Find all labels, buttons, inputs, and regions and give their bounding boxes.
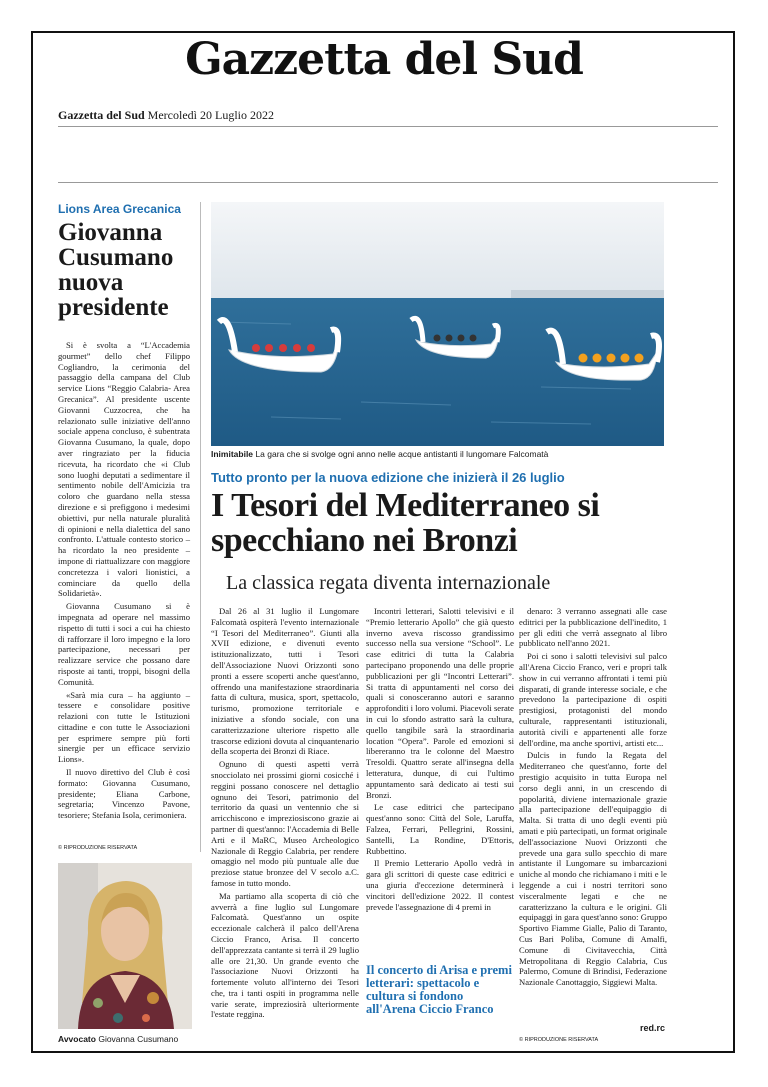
masthead: Gazzetta del Sud — [185, 34, 583, 85]
paragraph: Il nuovo direttivo del Club è così formato: Giovanna Cusumano, presidente; Eliana Carbone, segretaria; Vincenzo Pavone, tesoriere; Stefania Isola, cerimoniera. — [58, 767, 190, 821]
dateline — [58, 108, 274, 123]
caption-text: La gara che si svolge ogni anno nelle acque antistanti il lungomare Falcomatà — [255, 449, 549, 459]
paragraph: Poi ci sono i salotti televisivi sul palco all'Arena Ciccio Franco, veri e propri talk show in cui verranno affrontati i temi più disparati, di grande interesse sociale, e che prevedono la partecipazione di ospiti prestigiosi, protagonisti del mondo culturale, rappresentanti istituzionali, autorità civili e appartenenti alle forze dell'ordine, ma anche sportivi, artisti etc... — [519, 651, 667, 748]
regatta-photo — [211, 202, 664, 446]
portrait-illustration — [58, 863, 192, 1029]
paragraph: «Sarà mia cura – ha aggiunto – tessere e consolidare positive relazioni con tutte le Istituzioni cittadine e con tutte le Associazioni per esprimere sempre più forti sinergie per un efficace servizio Lions». — [58, 689, 190, 765]
paragraph: Le case editrici che partecipano quest'anno sono: Città del Sole, Laruffa, Falzea, Ferrari, Pellegrini, Rossini, Santelli, La Rondine, D'Ettoris, Rubbettino. — [366, 802, 514, 856]
highlight-box-headline: Il concerto di Arisa e premi letterari: spettacolo e cultura si fondono all'Arena Ciccio Franco — [366, 963, 512, 1016]
author-signature: red.rc — [640, 1023, 666, 1033]
main-headline: I Tesori del Mediterraneo si specchiano nei Bronzi — [211, 487, 600, 559]
article-column-1 — [211, 606, 359, 1022]
copyright-notice: © RIPRODUZIONE RISERVATA — [58, 845, 138, 851]
column-divider — [200, 202, 201, 852]
caption-label: Inimitabile — [211, 449, 254, 459]
divider — [58, 126, 718, 127]
regatta-illustration — [211, 202, 664, 446]
portrait-caption — [58, 1034, 178, 1044]
paragraph: Ma partiamo alla scoperta di ciò che avverrà a fine luglio sul Lungomare Falcomatà. Quest'anno un ospite eccezionale calcherà il palco dell'Arena Ciccio Franco, Arisa. Il concerto dell'apprezzata cantante si terrà il 29 luglio alle ore 21,30. Un grande evento che l'associazione Nuovi Orizzonti ha fortemente voluto all'interno dei Tesori che, tra i tanti ospiti in programma nelle varie serate, impreziosirà ulteriormente l'estate reggina. — [211, 890, 359, 1020]
paragraph: Dulcis in fundo la Regata del Mediterraneo che quest'anno, forte del prestigio acquisito in tutta Europa nel corso degli anni, in un crescendo di popolarità, diviene internazionale grazie alla partecipazione dell'equipaggio di Malta. Si tratta di uno degli eventi più amati e più partecipati, un format originale dell'associazione Nuovi Orizzonti che prevede una gara sullo specchio di mare antistante il Lungomare su imbarcazioni uniche al mondo che richiamano i miti e le leggende a cui i nostri territori sono visceralmente legati e che ne caratterizzano la cultura e le origini. Gli equipaggi in gara quest'anno sono: Gruppo Sportivo Fiamme Gialle, Palio di Taranto, Cus Bari Poliba, Comune di Amalfi, Comune di Civitavecchia, Città Metropolitana di Reggio Calabria, Cus Palermo, Comune di Brindisi, Federazione Nazionale Canottaggio, Siggiewi Malta. — [519, 750, 667, 988]
paragraph: Ognuno di questi aspetti verrà snocciolato nei prossimi giorni cosicché i reggini possano conoscere nel dettaglio ognuno dei Tesori, patrimonio del territorio da quasi un ventennio che si arricchiscono e impreziosiscono grazie ai partner di quest'anno: l'Accademia di Belle Arti e il MaRC, Museo Archeologico Nazionale di Reggio Calabria, per rendere omaggio nel modo più puntuale alle due preziose statue bronzee del V secolo a.C. famose in tutto mondo. — [211, 759, 359, 888]
paragraph: Il Premio Letterario Apollo vedrà in gara gli scrittori di queste case editrici e una giuria d'eccezione determinerà i vincitori dell'edizione 2022. Il contest prevede l'assegnazione di 4 premi in — [366, 858, 514, 912]
caption-label: Avvocato — [58, 1034, 96, 1044]
left-headline: Giovanna Cusumano nuova presidente — [58, 219, 174, 321]
article-column-2 — [366, 606, 514, 914]
caption-text: Giovanna Cusumano — [98, 1034, 179, 1044]
portrait-photo — [58, 863, 192, 1029]
copyright-notice: © RIPRODUZIONE RISERVATA — [519, 1037, 599, 1043]
article-column-3 — [519, 606, 667, 990]
dateline-paper: Gazzetta del Sud — [58, 108, 145, 122]
left-kicker: Lions Area Grecanica — [58, 202, 181, 216]
paragraph: Si è svolta a “L'Accademia gourmet” dello chef Filippo Cogliandro, la cerimonia del passaggio della campana del Club service Lions “Reggio Calabria- Area Grecanica”. Al presidente uscente Giovanni Cuzzocrea, che ha relazionato sulle iniziative dell'anno sociale appena concluso, è subentrata Giovanna Cusumano, la quale, dopo aver ringraziato per la fiducia ricevuta, ha ricordato che «i Club sono luoghi deputati a sedimentare il sentimento nobile dell'Amicizia tra coloro che guardano nella stessa direzione e si prefiggono i medesimi obiettivi, pur nella naturale pluralità di opinioni e nella dialettica del sano confronto. L'attuale contesto storico – ha ricordato la neo presidente – impone di riattualizzare con maggiore concretezza i valori lionistici, a cominciare da quello della Solidarietà». — [58, 340, 190, 599]
paragraph: Dal 26 al 31 luglio il Lungomare Falcomatà ospiterà l'evento internazionale “I Tesori del Mediterraneo”. Giunti alla XVII edizione, e divenuti evento istituzionalizzato, tutti i Tesori dell'Associazione Nuovi Orizzonti sono pronti a essere scoperti anche quest'anno, offrendo una manifestazione straordinaria fatta di cultura, musica, sport, spettacolo, turismo, promozione territoriale e iniziative a sfondo sociale, con una caratterizzazione ulteriore rispetto alle trascorse edizioni dovuta al cinquantenario della scoperta dei Bronzi di Riace. — [211, 606, 359, 757]
main-subkicker: Tutto pronto per la nuova edizione che inizierà il 26 luglio — [211, 470, 565, 485]
left-article-body — [58, 340, 190, 823]
dateline-date: Mercoledì 20 Luglio 2022 — [147, 108, 274, 122]
paragraph: denaro: 3 verranno assegnati alle case editrici per la pubblicazione dell'inedito, 1 per gli editi che verrà assegnato al libro pubblicato nell'anno 2021. — [519, 606, 667, 649]
divider — [58, 182, 718, 183]
main-deck: La classica regata diventa internazionale — [226, 572, 551, 594]
regatta-caption — [211, 449, 671, 459]
paragraph: Incontri letterari, Salotti televisivi e il “Premio letterario Apollo” che già questo inverno aveva riscosso grandissimo successo nella sua versione “School”. Le case editrici di tutta la Calabria partecipano proponendo una delle proprie pubblicazioni per gli “Incontri Letterari”. Si tratta di appuntamenti nel corso dei quali si conosceranno autori e saranno approfonditi i loro volumi. Piacevoli serate in cui lo sfondo astratto sarà la cultura, quello tangibile sarà la straordinaria location “Opera”. Parole ed emozioni si libereranno tra le colonne del Maestro Tresoldi. Quattro serate all'insegna della letteratura, dunque, di cui l'ultimo appuntamento sarà dedicato ai testi sui Bronzi. — [366, 606, 514, 800]
paragraph: Giovanna Cusumano si è impegnata ad operare nel massimo rispetto di tutti i soci a cui ha chiesto di rafforzare il loro impegno e la loro partecipazione, necessari per realizzare service che possano dare risposte ai tanti, troppi, bisogni della Comunità. — [58, 601, 190, 687]
